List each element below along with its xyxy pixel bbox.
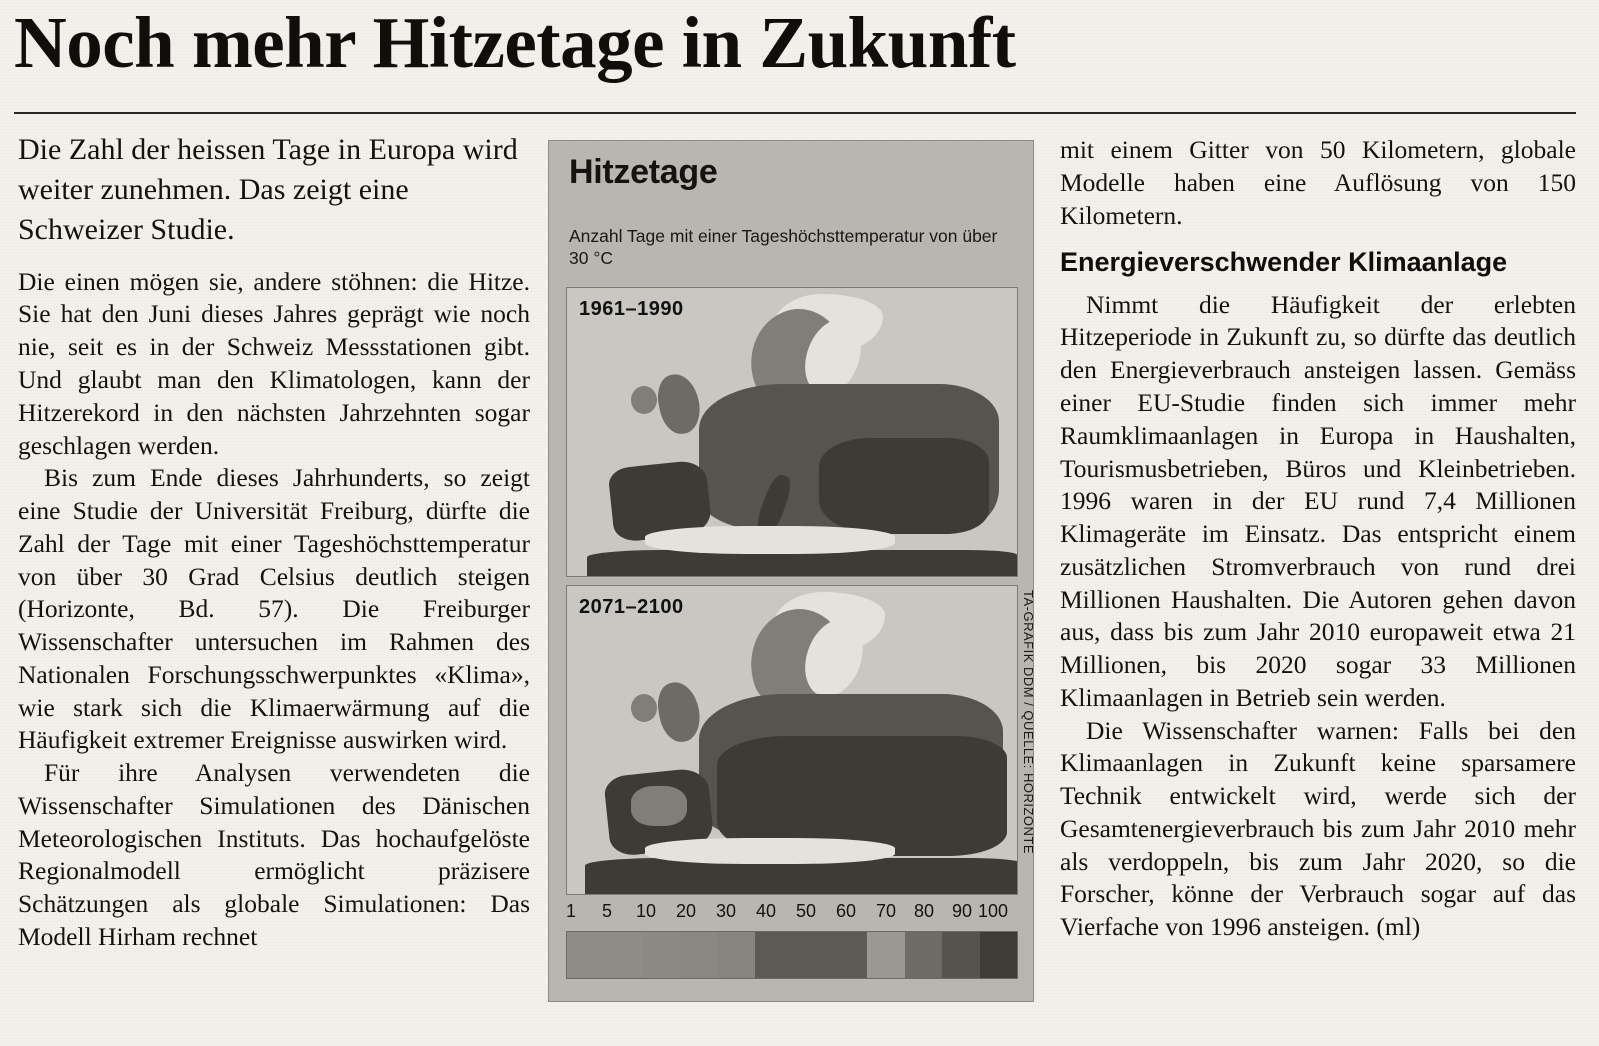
section-subheading: Energieverschwender Klimaanlage [1060, 247, 1508, 278]
landmass-shape [819, 438, 989, 534]
legend-tick: 80 [914, 901, 935, 921]
map-period-label-top: 1961–1990 [579, 298, 684, 320]
legend-swatch [717, 932, 755, 978]
legend-swatch [792, 932, 830, 978]
legend-tick: 50 [796, 901, 817, 921]
legend-tick-labels [566, 901, 1018, 927]
legend-tick: 90 [952, 901, 973, 921]
sea-shape [645, 838, 895, 864]
header-divider [14, 112, 1576, 114]
legend-tick: 70 [876, 901, 897, 921]
infographic-title: Hitzetage [569, 153, 718, 191]
legend-tick: 5 [602, 901, 613, 921]
article-body-left [18, 266, 530, 954]
legend-tick: 20 [676, 901, 697, 921]
map-period-label-bottom: 2071–2100 [579, 596, 684, 618]
legend-swatch [642, 932, 680, 978]
legend-swatch [830, 932, 868, 978]
legend-swatch [680, 932, 718, 978]
landmass-shape [631, 386, 657, 414]
sea-shape [645, 526, 895, 554]
legend-swatch [755, 932, 793, 978]
legend-tick: 100 [978, 901, 1009, 921]
paragraph: Bis zum Ende dieses Jahrhunderts, so zeigt eine Studie der Universität Freiburg, dürfte die Zahl der Tage mit einer Tageshöchsttemperatur von über 30 Grad Celsius deutlich steigen (Horizonte, Bd. 57). Die Freiburger Wissenschafter untersuchen im Rahmen des Nationalen Forschungsschwerpunktes «Klima», wie stark sich die Klimaerwärmung auf die Häufigkeit extremer Ereignisse auswirken wird. [18, 463, 530, 755]
article-lead: Die Zahl der heissen Tage in Europa wird weiter zunehmen. Das zeigt eine Schweizer Studie. [18, 133, 518, 246]
paragraph: Nimmt die Häufigkeit der erlebten Hitzeperiode in Zukunft zu, so dürfte das deutlich den Energieverbrauch ansteigen lassen. Gemäss einer EU-Studie finden sich immer mehr Raumklimaanlagen in Europa in Haushalten, Tourismusbetrieben, Büros und Kleinbetrieben. 1996 waren in der EU rund 7,4 Millionen Klimageräte im Einsatz. Das entspricht einem zusätzlichen Stromverbrauch von rund drei Millionen Haushalten. Die Autoren gehen davon aus, dass bis zum Jahr 2010 europaweit etwa 21 Millionen, bis 2020 sogar 33 Millionen Klimaanlagen in Betrieb sein werden. [1060, 289, 1576, 712]
infographic-panel [548, 140, 1034, 1002]
map-panel-2071-2100 [566, 585, 1018, 895]
legend-tick: 60 [836, 901, 857, 921]
landmass-shape [631, 694, 657, 722]
landmass-shape [587, 550, 1017, 577]
graphic-credit: TA-GRAFIK DDM / QUELLE: HORIZONTE [1021, 590, 1036, 855]
legend-swatch [980, 932, 1018, 978]
legend-swatch [942, 932, 980, 978]
legend-swatch [567, 932, 605, 978]
legend-swatch [867, 932, 905, 978]
legend [566, 901, 1018, 985]
article-column-left [18, 130, 530, 954]
infographic-subtitle: Anzahl Tage mit einer Tageshöchsttemperatur von über 30 °C [569, 226, 998, 269]
article-body-right [1060, 289, 1576, 944]
legend-tick: 40 [756, 901, 777, 921]
paragraph: Die Wissenschafter warnen: Falls bei den Klimaanlagen in Zukunft keine sparsamere Technik entwickelt wird, werde sich der Gesamtenergieverbrauch bis zum Jahr 2010 mehr als verdoppeln, bis zum Jahr 2020, so die Forscher, könne der Verbrauch sogar auf das Vierfache von 1996 ansteigen. (ml) [1060, 715, 1576, 942]
article-column-right [1060, 134, 1576, 944]
legend-swatch [905, 932, 943, 978]
paragraph: Die einen mögen sie, andere stöhnen: die Hitze. Sie hat den Juni dieses Jahres geprägt wie noch nie, seit es in der Schweiz Messstationen gibt. Und glaubt man den Klimatologen, kann der Hitzerekord in den nächsten Jahrzehnten sogar geschlagen werden. [18, 266, 530, 460]
landmass-shape [631, 786, 687, 826]
paragraph: mit einem Gitter von 50 Kilometern, globale Modelle haben eine Auflösung von 150 Kilometern. [1060, 135, 1576, 230]
legend-tick: 1 [566, 901, 577, 921]
legend-tick: 10 [636, 901, 657, 921]
map-panel-1961-1990 [566, 287, 1018, 577]
article-body-right-intro [1060, 134, 1576, 232]
legend-tick: 30 [716, 901, 737, 921]
legend-color-bar [566, 931, 1018, 979]
page-title: Noch mehr Hitzetage in Zukunft [14, 2, 1016, 83]
legend-swatch [605, 932, 643, 978]
paragraph: Für ihre Analysen verwendeten die Wissenschafter Simulationen des Dänischen Meteorologischen Instituts. Das hochaufgelöste Regionalmodell ermöglicht präzisere Schätzungen als globale Simulationen: Das Modell Hirham rechnet [18, 758, 530, 951]
